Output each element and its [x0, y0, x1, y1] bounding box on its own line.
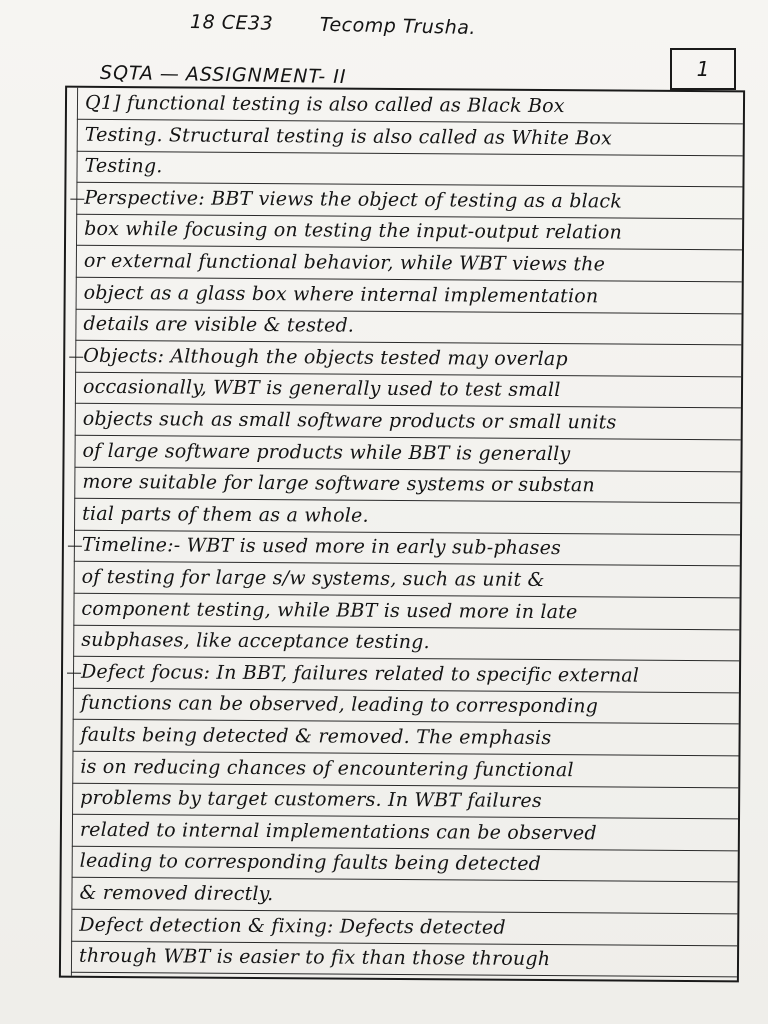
line-text: details are visible & tested.: [83, 312, 355, 337]
bullet-dash: [68, 546, 82, 547]
course-code: 18 CE33: [189, 11, 274, 35]
bullet-dash: [70, 198, 84, 199]
page-number: 1: [696, 57, 710, 81]
line-text: Timeline:- WBT is used more in early sub-phases: [81, 534, 562, 560]
line-text: & removed directly.: [79, 881, 274, 906]
line-text: Perspective: BBT views the object of testing as a black: [84, 186, 623, 213]
handwritten-line: [80, 785, 732, 816]
line-text: faults being detected & removed. The emphasis: [80, 723, 552, 750]
handwritten-line: [84, 248, 736, 279]
handwritten-line: [80, 753, 732, 784]
handwritten-line: [84, 185, 736, 216]
handwritten-line: [81, 627, 733, 658]
handwritten-line: [85, 121, 737, 152]
bullet-dash: [69, 356, 83, 357]
student-name: Tecomp Trusha.: [319, 13, 477, 39]
handwritten-line: [84, 279, 736, 310]
line-text: through WBT is easier to fix than those through: [78, 944, 551, 971]
line-text: or external functional behavior, while WBT views the: [83, 249, 606, 276]
handwritten-line: [79, 880, 731, 911]
top-heading: [190, 11, 476, 39]
line-text: Testing. Structural testing is also called as White Box: [84, 123, 613, 150]
handwritten-line: [81, 690, 733, 721]
handwritten-line: [79, 911, 731, 942]
handwritten-line: [80, 817, 732, 848]
handwritten-line: [82, 469, 734, 500]
line-text: problems by target customers. In WBT failures: [80, 786, 542, 813]
handwritten-line: [84, 216, 736, 247]
assignment-header: [100, 62, 347, 88]
line-text: Defect focus: In BBT, failures related to specific external: [80, 660, 640, 687]
line-text: subphases, like acceptance testing.: [81, 628, 430, 654]
handwritten-line: [80, 722, 732, 753]
line-text: of testing for large s/w systems, such as unit &: [81, 565, 545, 591]
handwritten-line: [83, 311, 735, 342]
line-text: component testing, while BBT is used more in late: [81, 597, 578, 623]
handwritten-line: [83, 343, 735, 374]
handwritten-line: [84, 153, 736, 184]
line-text: Testing.: [84, 154, 163, 178]
assignment-title: ASSIGNMENT- II: [185, 63, 347, 89]
line-text: Q1] functional testing is also called as Black Box: [84, 91, 565, 118]
handwritten-line: [81, 595, 733, 626]
handwritten-line: [81, 659, 733, 690]
handwritten-line: [82, 532, 734, 563]
line-text: is on reducing chances of encountering functional: [80, 755, 574, 781]
handwritten-line: [82, 437, 734, 468]
line-text: objects such as small software products or small units: [82, 407, 617, 434]
handwritten-line: [80, 848, 732, 879]
line-text: Objects: Although the objects tested may overlap: [83, 344, 568, 370]
line-text: leading to corresponding faults being detected: [79, 850, 542, 876]
ruled-sheet: [59, 86, 745, 983]
handwritten-line: [82, 564, 734, 595]
line-text: object as a glass box where internal implementation: [83, 281, 599, 307]
line-text: functions can be observed, leading to corresponding: [80, 692, 599, 718]
header-dash: —: [159, 62, 181, 86]
bullet-dash: [67, 672, 81, 673]
subject-name: SQTA: [99, 61, 155, 85]
line-text: tial parts of them as a whole.: [82, 502, 369, 527]
handwritten-line: [83, 406, 735, 437]
page-number-box: [670, 48, 736, 90]
margin-line: [71, 88, 78, 976]
handwritten-line: [83, 374, 735, 405]
line-text: related to internal implementations can be observed: [79, 818, 597, 845]
line-text: Defect detection & fixing: Defects detected: [79, 913, 506, 939]
line-text: of large software products while BBT is generally: [82, 439, 571, 465]
handwritten-line: [85, 90, 737, 121]
line-text: box while focusing on testing the input-output relation: [84, 218, 623, 244]
handwritten-line: [79, 943, 731, 974]
line-text: more suitable for large software systems or substan: [82, 470, 595, 497]
line-text: occasionally, WBT is generally used to test small: [82, 376, 561, 402]
handwritten-line: [82, 501, 734, 532]
